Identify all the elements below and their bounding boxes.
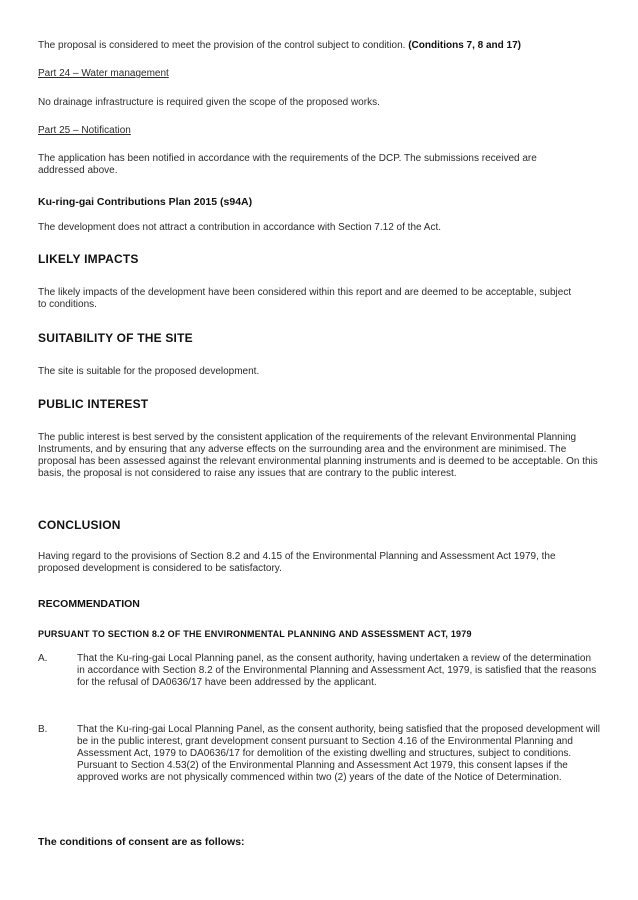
item-b-label: B. [38, 724, 48, 735]
conditions-reference: (Conditions 7, 8 and 17) [408, 40, 522, 51]
provision-paragraph [38, 40, 600, 52]
recommendation-item-b [38, 724, 600, 784]
conclusion-text: Having regard to the provisions of Section 8.2 and 4.15 of the Environmental Planning and Assessment Act 1979, the proposed development is considered to be satisfactory. [38, 551, 556, 574]
contributions-heading: Ku-ring-gai Contributions Plan 2015 (s94A) [38, 196, 253, 208]
part24-heading: Part 24 – Water management [38, 68, 169, 79]
provision-text: The proposal is considered to meet the provision of the control subject to condition. [38, 40, 409, 51]
suitability-text: The site is suitable for the proposed development. [38, 366, 260, 377]
recommendation-subheading: PURSUANT TO SECTION 8.2 OF THE ENVIRONMENTAL PLANNING AND ASSESSMENT ACT, 1979 [38, 629, 472, 639]
item-a-label: A. [38, 653, 48, 664]
public-interest-text: The public interest is best served by the consistent application of the requirements of the relevant Environmental Planning Instruments, and by ensuring that any adverse effects on the surrounding area and the environment are minimised. The proposal has been assessed against the relevant environmental planning instruments and is deemed to be acceptable. On this basis, the proposal is not considered to raise any issues that are contrary to the public interest. [38, 432, 598, 479]
contributions-text: The development does not attract a contribution in accordance with Section 7.12 of the Act. [38, 222, 442, 233]
recommendation-item-a [38, 653, 600, 689]
item-a-text: That the Ku-ring-gai Local Planning panel, as the consent authority, having undertaken a review of the determination in accordance with Section 8.2 of the Environmental Planning and Assessment Act, 1979, is satisfied that the reasons for the refusal of DA0636/17 have been addressed by the applicant. [77, 653, 597, 688]
public-interest-heading: PUBLIC INTEREST [38, 397, 149, 411]
likely-impacts-heading: LIKELY IMPACTS [38, 252, 139, 266]
conditions-heading: The conditions of consent are as follows: [38, 836, 245, 848]
suitability-heading: SUITABILITY OF THE SITE [38, 331, 193, 345]
likely-impacts-text: The likely impacts of the development have been considered within this report and are deemed to be acceptable, subject to conditions. [38, 287, 572, 310]
part24-text: No drainage infrastructure is required given the scope of the proposed works. [38, 97, 380, 108]
item-b-text: That the Ku-ring-gai Local Planning Panel, as the consent authority, being satisfied that the proposed development will be in the public interest, grant development consent pursuant to Section 4.16 of the Environmental Planning and Assessment Act, 1979 to DA0636/17 for demolition of the existing dwelling and structures, subject to conditions. Pursuant to Section 4.53(2) of the Environmental Planning and Assessment Act 1979, this consent lapses if the approved works are not physically commenced within two (2) years of the date of the Notice of Determination. [77, 724, 600, 783]
part25-text: The application has been notified in accordance with the requirements of the DCP. The submissions received are addressed above. [38, 153, 537, 176]
recommendation-heading: RECOMMENDATION [38, 598, 140, 610]
part25-heading: Part 25 – Notification [38, 125, 131, 136]
conclusion-heading: CONCLUSION [38, 518, 121, 532]
